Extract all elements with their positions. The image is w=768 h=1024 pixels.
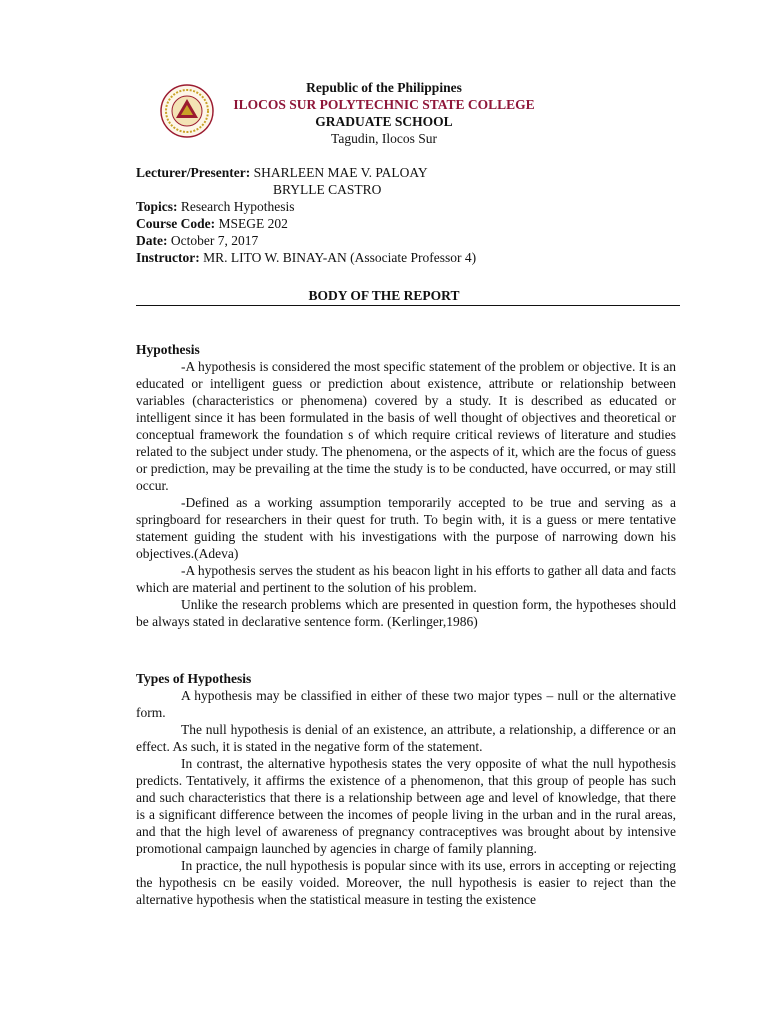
- section-title: Hypothesis: [136, 342, 200, 357]
- title-divider: [136, 305, 680, 306]
- school-name: GRADUATE SCHOOL: [315, 114, 453, 129]
- course-line: [136, 215, 288, 232]
- instructor-label: Instructor:: [136, 250, 200, 265]
- republic-heading: Republic of the Philippines: [306, 80, 462, 95]
- body-title: BODY OF THE REPORT: [308, 288, 460, 303]
- instructor-value: MR. LITO W. BINAY-AN (Associate Professor 4): [203, 250, 477, 265]
- paragraph: A hypothesis may be classified in either of these two major types – null or the alternative form.: [136, 688, 676, 720]
- section-types-of-hypothesis: [136, 670, 676, 908]
- presenter-1: SHARLEEN MAE V. PALOAY: [253, 165, 428, 180]
- paragraph: In practice, the null hypothesis is popular since with its use, errors in accepting or rejecting the hypothesis cn be easily voided. Moreover, the null hypothesis is easier to reject than the alternative hypothesis when the statistical measure in testing the existence: [136, 858, 676, 907]
- paragraph: Unlike the research problems which are presented in question form, the hypotheses should be always stated in declarative sentence form. (Kerlinger,1986): [136, 597, 676, 629]
- paragraph: -Defined as a working assumption temporarily accepted to be true and serving as a springboard for researchers in their quest for truth. To begin with, it is a guess or mere tentative statement guiding the student with his investigations with the purpose of narrowing down his objectives.(Adeva): [136, 495, 676, 561]
- paragraph: -A hypothesis serves the student as his beacon light in his efforts to gather all data and facts which are material and pertinent to the solution of his problem.: [136, 563, 676, 595]
- college-name: ILOCOS SUR POLYTECHNIC STATE COLLEGE: [233, 97, 535, 112]
- topics-value: Research Hypothesis: [180, 199, 295, 214]
- presenter-line: [136, 164, 428, 181]
- date-value: October 7, 2017: [170, 233, 259, 248]
- topics-line: [136, 198, 295, 215]
- section-hypothesis: [136, 341, 676, 630]
- paragraph: In contrast, the alternative hypothesis states the very opposite of what the null hypothesis predicts. Tentatively, it affirms the existence of a phenomenon, that this group of people has such and such characteristics that there is a relationship between age and level of knowledge, that there is a significant difference between the incomes of people living in the urban and in the rural areas, and that the high level of awareness of pregnancy contraceptives was brought about by intensive promotional campaign launched by agencies in charge of family planning.: [136, 756, 676, 856]
- presenter-label: Lecturer/Presenter:: [136, 165, 251, 180]
- date-label: Date:: [136, 233, 168, 248]
- topics-label: Topics:: [136, 199, 178, 214]
- course-value: MSEGE 202: [218, 216, 288, 231]
- paragraph: The null hypothesis is denial of an existence, an attribute, a relationship, a difference or an effect. As such, it is stated in the negative form of the statement.: [136, 722, 676, 754]
- paragraph: -A hypothesis is considered the most specific statement of the problem or objective. It is an educated or intelligent guess or prediction about existence, attribute or relationship between variables (characteristics or phenomena) covered by a study. It is described as educated or intelligent since it has been formulated in the basis of well thought of objectives and theoretical or conceptual framework the foundation s of which require critical reviews of literature and studies related to the subject under study. The phenomena, or the aspects of it, which are the focus of guess or prediction, may be prevailing at the time the study is to be conducted, have occurred, or may still occur.: [136, 359, 676, 493]
- presenter-2: BRYLLE CASTRO: [273, 182, 382, 197]
- date-line: [136, 232, 258, 249]
- section-title: Types of Hypothesis: [136, 671, 252, 686]
- town-name: Tagudin, Ilocos Sur: [331, 131, 437, 146]
- instructor-line: [136, 249, 476, 266]
- course-label: Course Code:: [136, 216, 216, 231]
